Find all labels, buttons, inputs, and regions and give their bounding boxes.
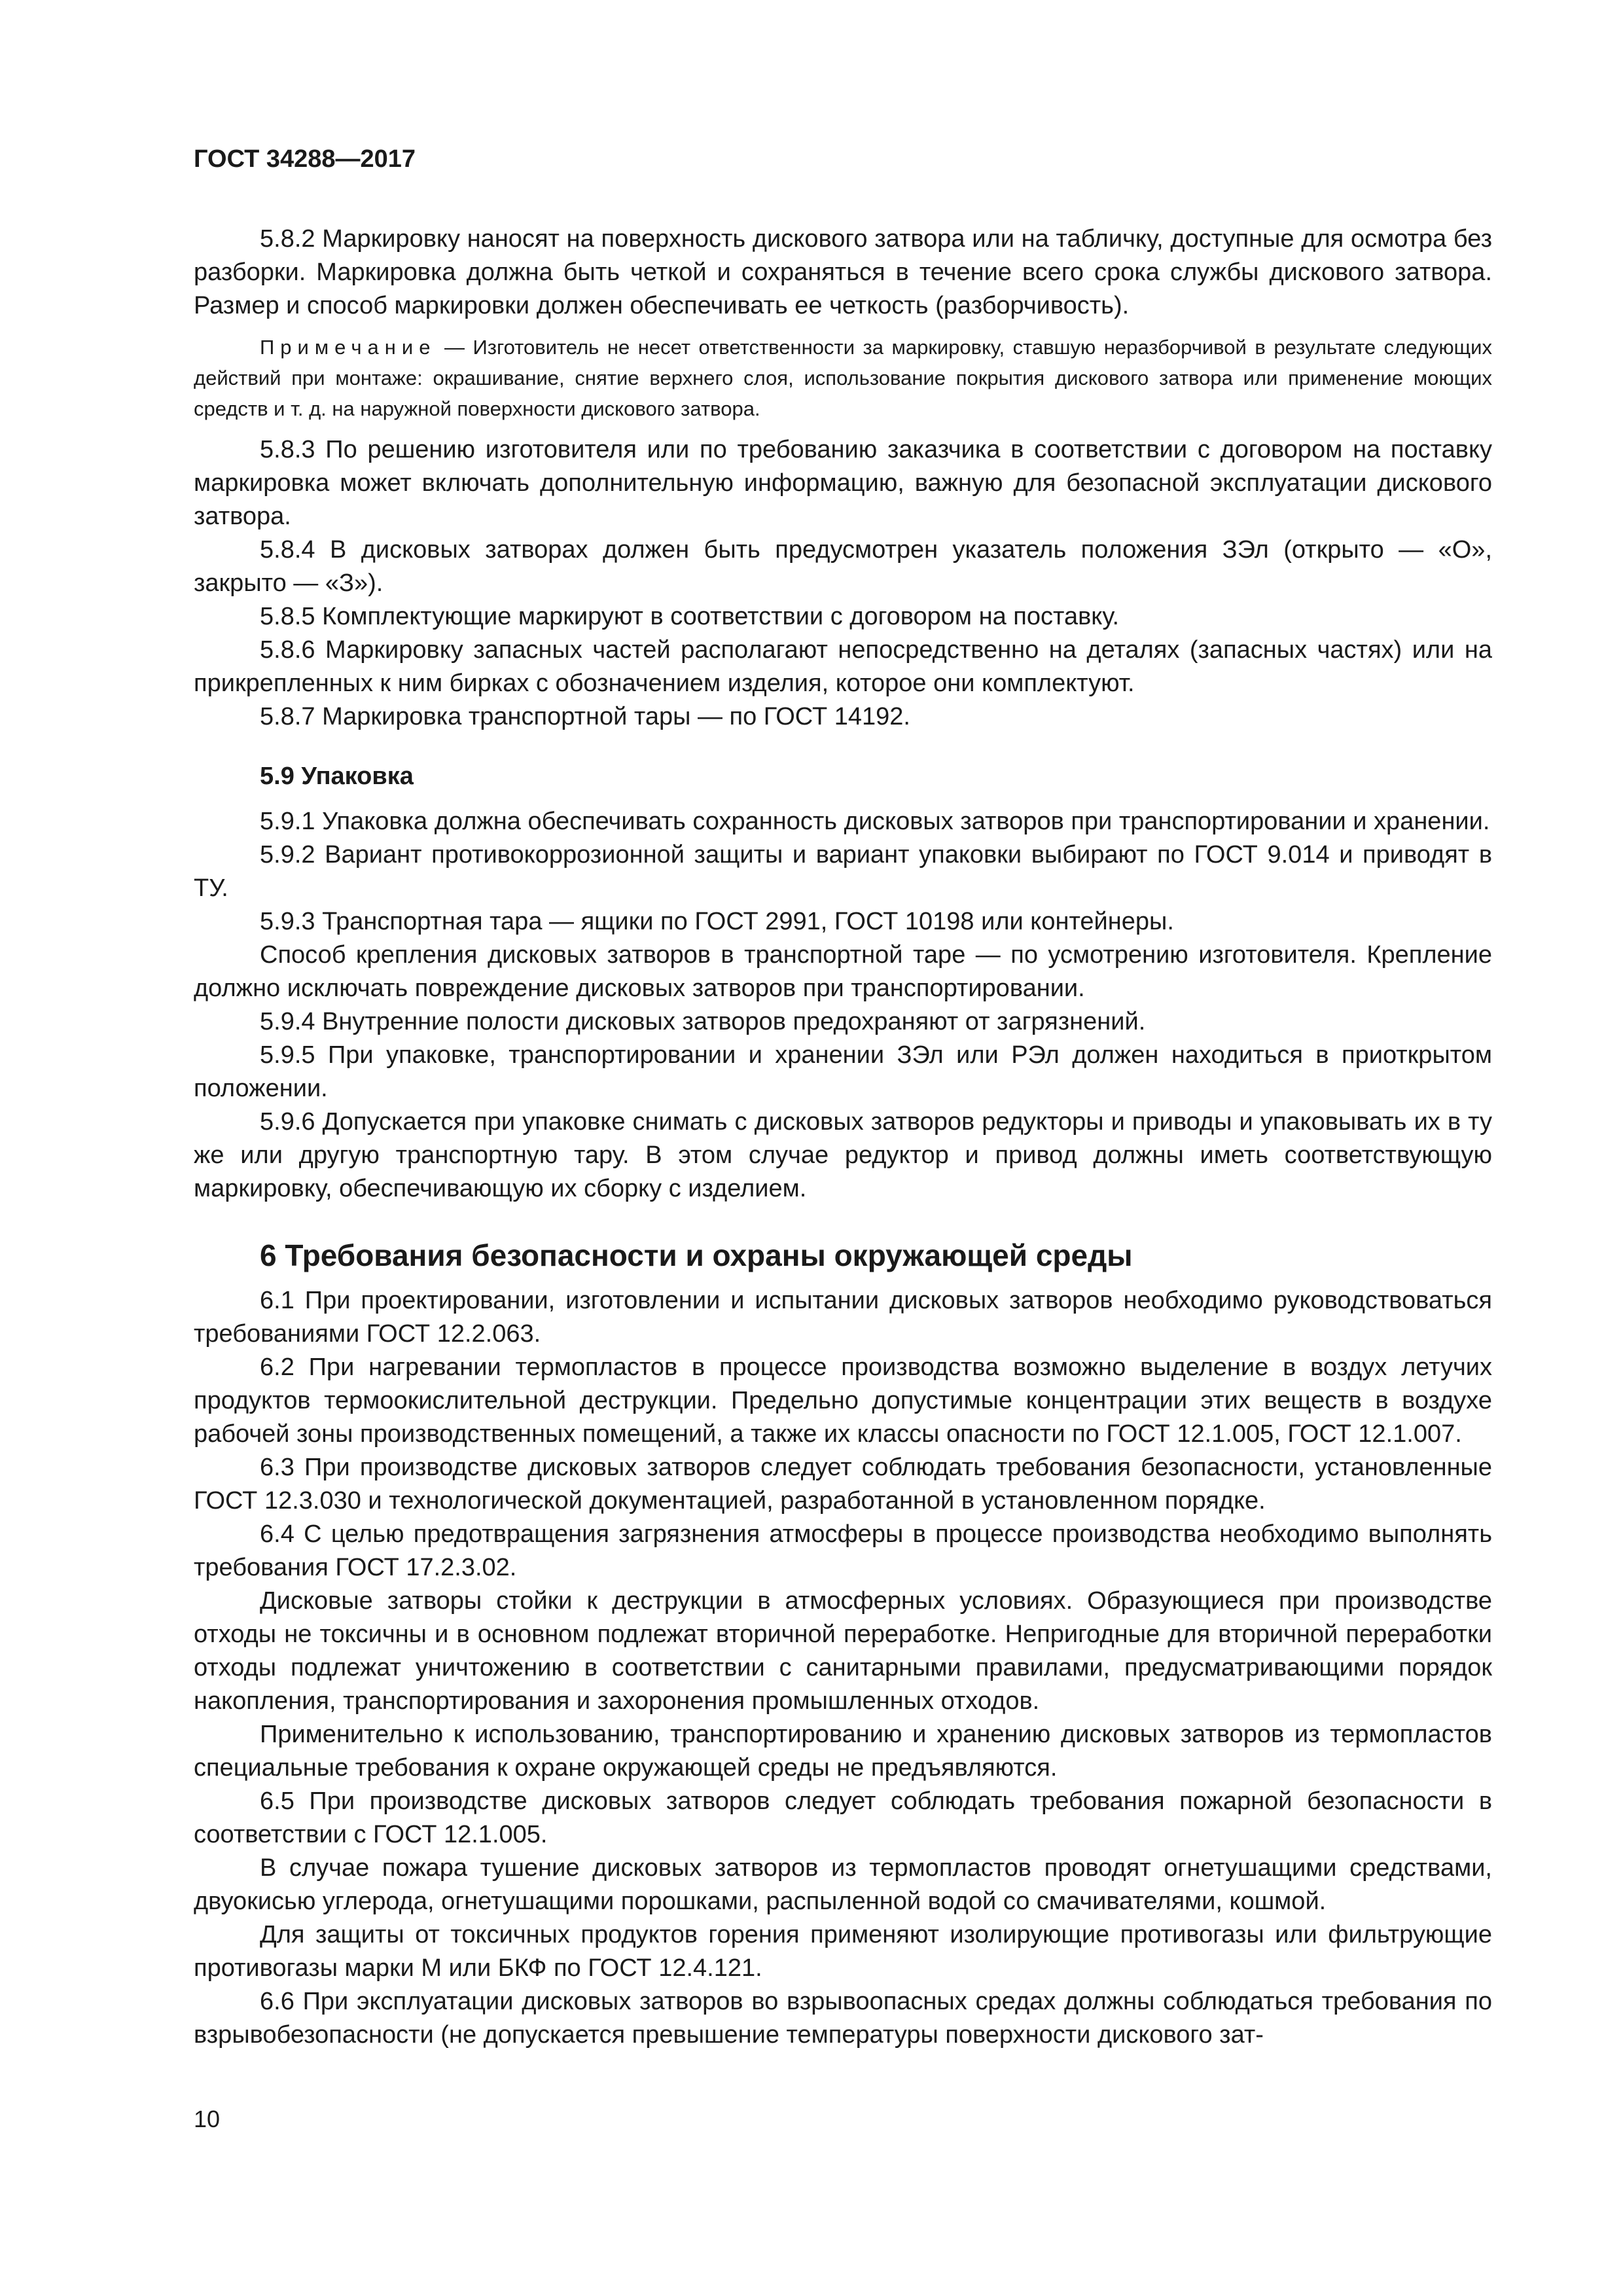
document-header: ГОСТ 34288—2017 [194,145,416,173]
paragraph-5-8-5: 5.8.5 Комплектующие маркируют в соответствии с договором на поставку. [260,603,1120,630]
paragraph-6-5-cont-2: Для защиты от токсичных продуктов горения применяют изолирующие противогазы или фильтрующие противогазы марки М или БКФ по ГОСТ 12.4.121. [194,1921,1492,1982]
paragraph-5-9-1: 5.9.1 Упаковка должна обеспечивать сохранность дисковых затворов при транспортировании и хранении. [260,808,1490,835]
paragraph-5-9-2: 5.9.2 Вариант противокоррозионной защиты и вариант упаковки выбирают по ГОСТ 9.014 и приводят в ТУ. [194,841,1492,902]
paragraph-5-8-7: 5.8.7 Маркировка транспортной тары — по ГОСТ 14192. [260,703,910,730]
paragraph-6-4-cont-2: Применительно к использованию, транспортированию и хранению дисковых затворов из термопластов специальные требования к охране окружающей среды не предъявляются. [194,1721,1492,1782]
paragraph-6-1: 6.1 При проектировании, изготовлении и испытании дисковых затворов необходимо руководствоваться требованиями ГОСТ 12.2.063. [194,1287,1492,1348]
paragraph-5-9-5: 5.9.5 При упаковке, транспортировании и хранении ЗЭл или РЭл должен находиться в приоткрытом положении. [194,1041,1492,1102]
paragraph-6-4-cont-1: Дисковые затворы стойки к деструкции в атмосферных условиях. Образующиеся при производстве отходы не токсичны и в основном подлежат вторичной переработке. Непригодные для вторичной переработки отходы подлежат уничтожению в соответствии с санитарными правилами, предусматривающими порядок накопления, транспортирования и захоронения промышленных отходов. [194,1587,1492,1715]
section-heading-5-9: 5.9 Упаковка [260,762,414,790]
document-body [194,223,1492,2052]
paragraph-5-9-6: 5.9.6 Допускается при упаковке снимать с дисковых затворов редукторы и приводы и упаковывать их в ту же или другую транспортную тару. В этом случае редуктор и привод должны иметь соответствующую маркировку, обеспечивающую их сборку с изделием. [194,1108,1492,1202]
note-text: — Изготовитель не несет ответственности за маркировку, ставшую неразборчивой в результате следующих действий при монтаже: окрашивание, снятие верхнего слоя, использование покрытия дискового затвора или применение моющих средств и т. д. на наружной поверхности дискового затвора. [194,336,1492,420]
paragraph-5-8-6: 5.8.6 Маркировку запасных частей располагают непосредственно на деталях (запасных частях) или на прикрепленных к ним бирках с обозначением изделия, которое они комплектуют. [194,636,1492,697]
page-number: 10 [194,2106,221,2132]
note [194,332,1492,424]
paragraph-5-8-4: 5.8.4 В дисковых затворах должен быть предусмотрен указатель положения ЗЭл (открыто — «О», закрыто — «З»). [194,536,1492,597]
paragraph-6-5-cont-1: В случае пожара тушение дисковых затворов из термопластов проводят огнетушащими средствами, двуокисью углерода, огнетушащими порошками, распыленной водой со смачивателями, кошмой. [194,1854,1492,1915]
paragraph-5-9-3: 5.9.3 Транспортная тара — ящики по ГОСТ 2991, ГОСТ 10198 или контейнеры. [260,908,1174,935]
paragraph-5-8-2: 5.8.2 Маркировку наносят на поверхность дискового затвора или на табличку, доступные для осмотра без разборки. Маркировка должна быть четкой и сохраняться в течение всего срока службы дискового затвора. Размер и способ маркировки должен обеспечивать ее четкость (разборчивость). [194,225,1492,319]
paragraph-6-4: 6.4 С целью предотвращения загрязнения атмосферы в процессе производства необходимо выполнять требования ГОСТ 17.2.3.02. [194,1520,1492,1581]
note-label: Примечание [260,336,437,359]
paragraph-6-3: 6.3 При производстве дисковых затворов следует соблюдать требования безопасности, установленные ГОСТ 12.3.030 и технологической документацией, разработанной в установленном порядке. [194,1454,1492,1515]
paragraph-5-8-3: 5.8.3 По решению изготовителя или по требованию заказчика в соответствии с договором на поставку маркировка может включать дополнительную информацию, важную для безопасной эксплуатации дискового затвора. [194,436,1492,530]
paragraph-6-6: 6.6 При эксплуатации дисковых затворов во взрывоопасных средах должны соблюдаться требования по взрывобезопасности (не допускается превышение температуры поверхности дискового зат- [194,1988,1492,2049]
paragraph-5-9-4: 5.9.4 Внутренние полости дисковых затворов предохраняют от загрязнений. [260,1008,1146,1035]
paragraph-6-5: 6.5 При производстве дисковых затворов следует соблюдать требования пожарной безопасности в соответствии с ГОСТ 12.1.005. [194,1787,1492,1848]
paragraph-6-2: 6.2 При нагревании термопластов в процессе производства возможно выделение в воздух летучих продуктов термоокислительной деструкции. Предельно допустимые концентрации этих веществ в воздухе рабочей зоны производственных помещений, а также их классы опасности по ГОСТ 12.1.005, ГОСТ 12.1.007. [194,1354,1492,1448]
paragraph-5-9-3-cont: Способ крепления дисковых затворов в транспортной таре — по усмотрению изготовителя. Крепление должно исключать повреждение дисковых затворов при транспортировании. [194,941,1492,1002]
section-heading-6: 6 Требования безопасности и охраны окружающей среды [260,1238,1133,1272]
